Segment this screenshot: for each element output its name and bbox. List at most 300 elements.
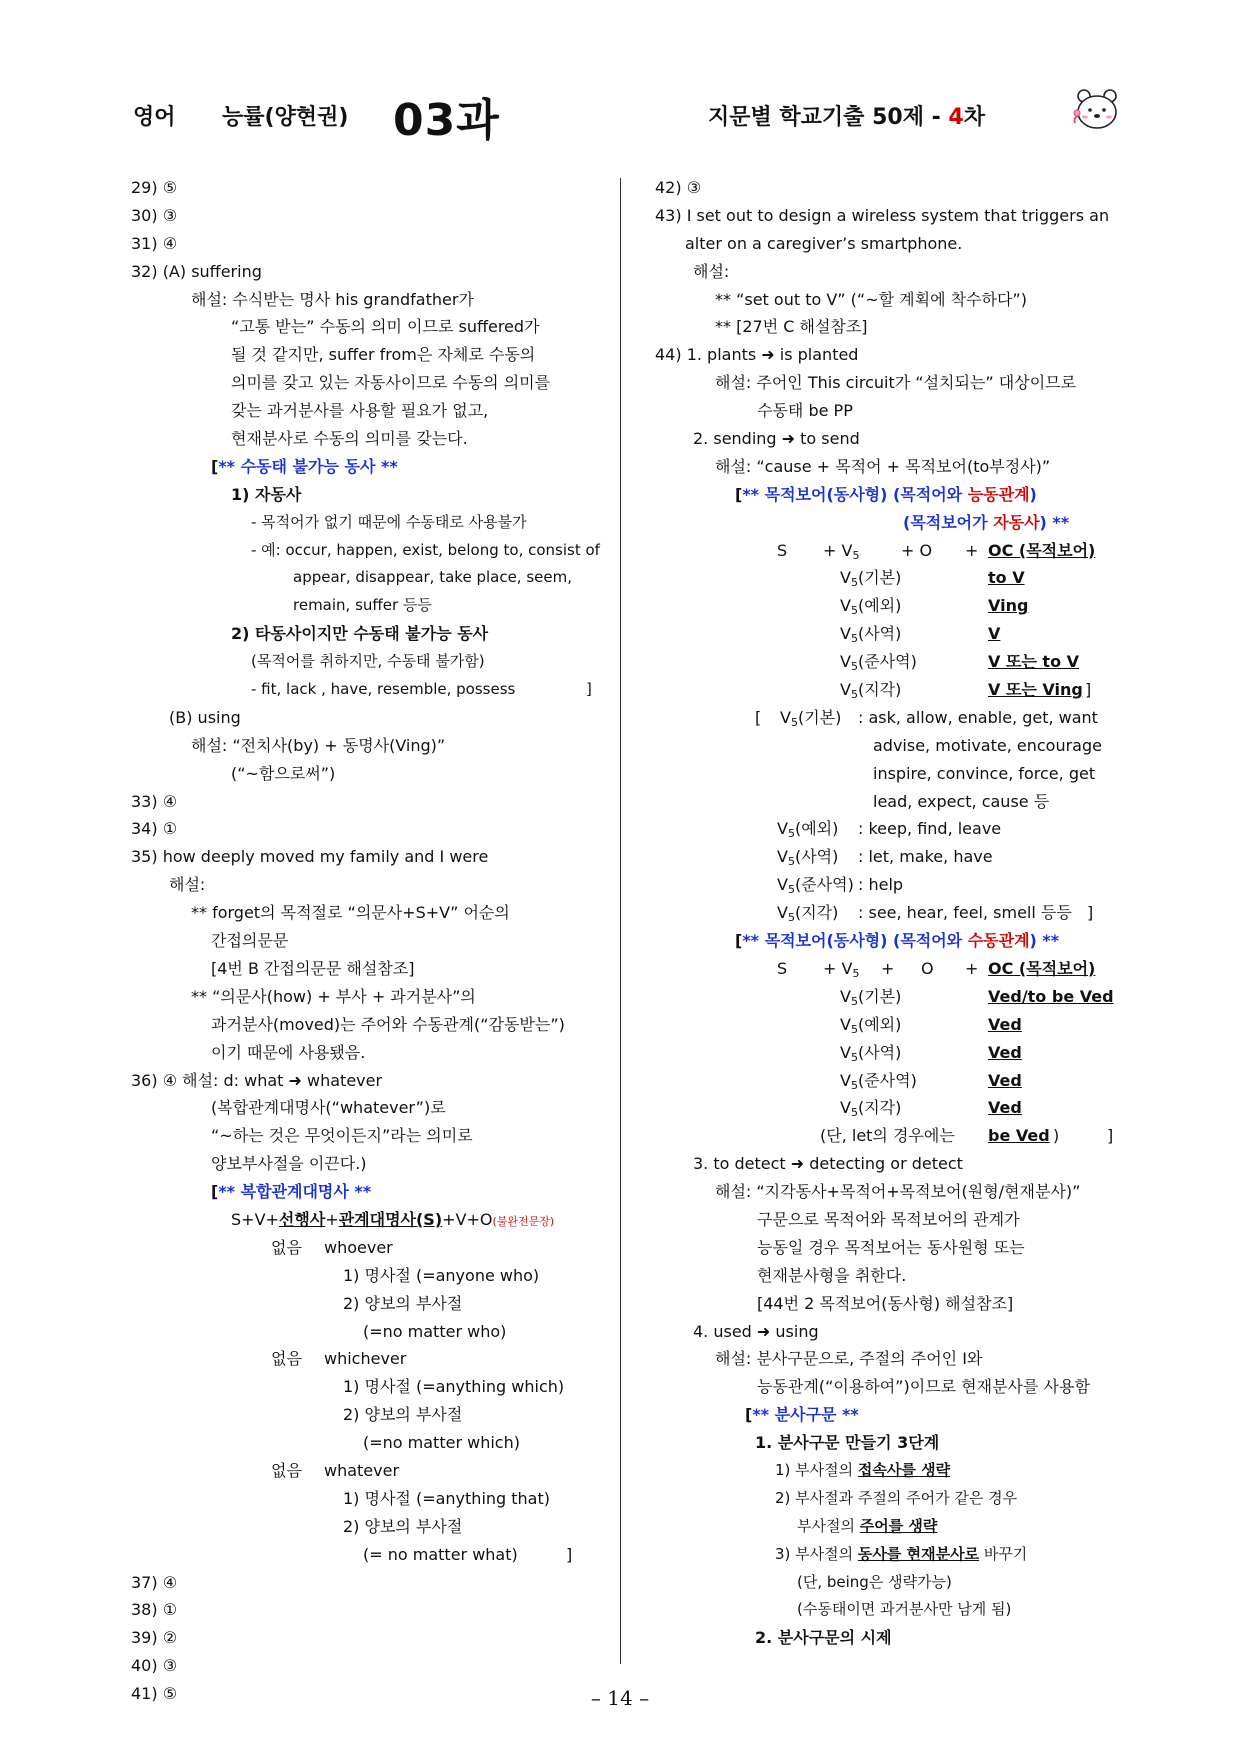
verb-list: : ask, allow, enable, get, want — [858, 707, 1098, 727]
explanation-text: 구문으로 목적어와 목적보어의 관계가 — [757, 1209, 1020, 1229]
text-line — [131, 983, 606, 1011]
formula-part: S+V+ — [231, 1209, 279, 1229]
verb-list: inspire, convince, force, get — [873, 763, 1096, 783]
heading-text: ** 분사구문 ** — [752, 1405, 859, 1425]
bracket-open: [ — [211, 1182, 219, 1202]
text-line — [131, 592, 606, 620]
oc-form: Ved — [988, 1014, 1022, 1034]
answer-line — [131, 843, 606, 871]
answer-line — [131, 1569, 606, 1597]
heading-text: ) — [1029, 484, 1037, 504]
formula-line — [655, 537, 1125, 565]
text-line — [655, 1150, 1125, 1178]
explanation-text: (“~함으로써”) — [231, 763, 336, 783]
text-line — [655, 1569, 1125, 1597]
text-line — [655, 230, 1125, 258]
oc-form: Ved — [988, 1070, 1022, 1090]
answer-33: 33) ④ — [131, 791, 178, 811]
title-round: 4 — [948, 105, 964, 130]
text-line — [655, 1373, 1125, 1401]
oc-form: be Ved — [988, 1126, 1050, 1146]
incomplete-sentence-note: (불완전문장) — [492, 1214, 555, 1228]
verb-sub: 5 — [850, 1106, 858, 1120]
explanation-text: 과거분사(moved)는 주어와 수동관계(“감동받는”) — [211, 1014, 565, 1034]
explanation-text: 현재분사형을 취한다. — [757, 1265, 907, 1285]
text-line — [655, 1485, 1125, 1513]
explanation-text: 해설: “지각동사+목적어+목적보어(원형/현재분사)” — [715, 1182, 1081, 1202]
page-number: – 14 – — [590, 1686, 650, 1710]
box-heading — [655, 1401, 1125, 1429]
verb-letter: V — [777, 819, 788, 839]
text-line — [131, 676, 606, 704]
verb-sub: 5 — [852, 966, 860, 980]
verb-list-row — [655, 788, 1125, 816]
plus-sign: + — [965, 540, 979, 560]
text-line — [655, 313, 1125, 341]
text-line — [131, 481, 606, 509]
verb-sub: 5 — [787, 911, 795, 925]
pattern-row — [655, 1039, 1125, 1067]
verb-letter: V — [840, 986, 851, 1006]
explanation-label: 해설: — [169, 875, 206, 895]
text-line — [131, 1373, 606, 1401]
verb-list: : let, make, have — [858, 847, 993, 867]
answer-35: 35) how deeply moved my family and I were — [131, 847, 489, 867]
verb-list-row — [655, 899, 1125, 927]
box-heading — [131, 453, 606, 481]
text-line — [655, 1596, 1125, 1624]
text-line — [131, 1094, 606, 1122]
explanation-text: 현재분사로 수동의 의미를 갖는다. — [231, 429, 468, 449]
text-line — [655, 1234, 1125, 1262]
formula-part: + — [325, 1209, 339, 1229]
verb-sub: 5 — [852, 548, 860, 562]
verb-kind: (사역) — [857, 624, 902, 644]
answer-44-2: 2. sending ➜ to send — [693, 429, 860, 449]
verb-kind: (지각) — [857, 1098, 902, 1118]
bear-face-icon — [1072, 86, 1122, 134]
answer-line — [131, 1067, 606, 1095]
bullet-text: - 목적어가 없기 때문에 수동태로 사용불가 — [251, 512, 527, 531]
answer-line — [131, 202, 606, 230]
verb-kind: (예외) — [794, 819, 839, 839]
verb-sub: 5 — [850, 604, 858, 618]
explanation-text: “~하는 것은 무엇이든지”라는 의미로 — [211, 1126, 473, 1146]
answer-38: 38) ① — [131, 1600, 178, 1620]
text-line — [131, 1541, 606, 1569]
pronoun-word: whichever — [324, 1349, 407, 1369]
oc-form: to V — [988, 568, 1025, 588]
explanation-text: ** forget의 목적절로 “의문사+S+V” 어순의 — [191, 903, 510, 923]
paren-close: ) — [1053, 1126, 1060, 1146]
verb-letter: V — [840, 624, 851, 644]
subject-s: S — [777, 958, 788, 978]
subheading: 2. 분사구문의 시제 — [755, 1628, 892, 1648]
text-line — [131, 313, 606, 341]
step-text: 2) 부사절과 주절의 주어가 같은 경우 — [775, 1488, 1018, 1507]
explanation-text: ** “의문사(how) + 부사 + 과거분사”의 — [191, 986, 476, 1006]
answer-31: 31) ④ — [131, 233, 178, 253]
verb-kind: (예외) — [857, 1014, 902, 1034]
verb-sub: 5 — [790, 715, 798, 729]
pattern-row — [655, 564, 1125, 592]
verb-kind: (지각) — [857, 680, 902, 700]
text-line — [131, 1318, 606, 1346]
text-line — [131, 1457, 606, 1485]
answer-line — [131, 1624, 606, 1652]
bullet-text: - fit, lack , have, resemble, possess — [251, 680, 516, 699]
bracket-open: [ — [745, 1405, 753, 1425]
explanation-text: 간접의문문 — [211, 931, 289, 951]
answer-30: 30) ③ — [131, 205, 178, 225]
explanation-text: 해설: “전치사(by) + 동명사(Ving)” — [191, 735, 446, 755]
text-line — [131, 732, 606, 760]
bullet-text: remain, suffer 등등 — [293, 596, 432, 615]
pattern-row — [655, 1122, 1125, 1150]
pattern-row — [655, 983, 1125, 1011]
left-column — [131, 174, 606, 1708]
explanation-text: (복합관계대명사(“whatever”)로 — [211, 1098, 446, 1118]
text-line — [655, 286, 1125, 314]
step-key: 접속사를 생략 — [857, 1460, 951, 1479]
answer-39: 39) ② — [131, 1628, 178, 1648]
verb-kind: (사역) — [857, 1042, 902, 1062]
explanation-text: 해설: 주어인 This circuit가 “설치되는” 대상이므로 — [715, 373, 1077, 393]
verb-sub: 5 — [850, 688, 858, 702]
subject-s: S — [777, 540, 788, 560]
oc-form: Ved — [988, 1098, 1022, 1118]
step-text: 부사절의 — [797, 1516, 860, 1535]
text-line — [131, 341, 606, 369]
plus-sign: + — [881, 958, 895, 978]
subheading: 1. 분사구문 만들기 3단계 — [755, 1433, 940, 1453]
text-line — [655, 397, 1125, 425]
formula-line — [131, 1206, 606, 1234]
answer-line — [131, 1596, 606, 1624]
heading-text: ** 목적보어(동사형) (목적어와 — [742, 931, 968, 951]
text-line — [131, 509, 606, 537]
formula-line — [655, 955, 1125, 983]
bullet-text: - 예: occur, happen, exist, belong to, consist of — [251, 540, 600, 559]
answer-34: 34) ① — [131, 819, 178, 839]
verb-kind: (기본) — [857, 568, 902, 588]
text-line — [655, 258, 1125, 286]
text-line — [131, 871, 606, 899]
bracket-open: [ — [735, 484, 743, 504]
box-heading — [655, 481, 1125, 509]
verb-sub: 5 — [850, 660, 858, 674]
verb-sub: 5 — [850, 1078, 858, 1092]
text-line — [655, 1318, 1125, 1346]
bracket-open: [ — [211, 456, 219, 476]
explanation-text: ** “set out to V” (“~할 계획에 착수하다”) — [715, 289, 1027, 309]
bracket-open: [ — [755, 707, 762, 727]
verb-letter: V — [840, 568, 851, 588]
text-line — [655, 1262, 1125, 1290]
heading-text: ** 복합관계대명사 ** — [218, 1182, 372, 1202]
pronoun-word: whoever — [324, 1237, 393, 1257]
oc-label: OC (목적보어) — [988, 540, 1096, 560]
text-line — [131, 1039, 606, 1067]
explanation-text: 이기 때문에 사용됐음. — [211, 1042, 366, 1062]
usage-text: 1) 명사절 (=anything which) — [343, 1377, 565, 1397]
usage-text: (=no matter which) — [363, 1433, 520, 1453]
oc-form: Ved/to be Ved — [988, 986, 1114, 1006]
answer-42: 42) ③ — [655, 178, 702, 197]
bracket-close: ] — [586, 680, 592, 699]
reference-note: ** [27번 C 해설참조] — [715, 317, 868, 337]
explanation-text: 해설: “cause + 목적어 + 목적보어(to부정사)” — [715, 456, 1051, 476]
usage-text: (=no matter who) — [363, 1321, 507, 1341]
bracket-close: ] — [1107, 1126, 1114, 1146]
verb-kind: (준사역) — [794, 875, 854, 895]
oc-form: V 또는 Ving — [988, 680, 1083, 700]
box-heading — [655, 927, 1125, 955]
verb-letter: V — [840, 1014, 851, 1034]
answer-line — [131, 230, 606, 258]
verb-list: : see, hear, feel, smell 등등 — [858, 903, 1072, 923]
verb-sub: 5 — [787, 827, 795, 841]
text-line — [131, 927, 606, 955]
heading-text: ) ** — [1039, 512, 1070, 532]
text-line — [131, 1262, 606, 1290]
text-line — [131, 425, 606, 453]
bracket-close: ] — [1087, 903, 1094, 923]
verb-list: lead, expect, cause 등 — [873, 791, 1050, 811]
reference-note: [44번 2 목적보어(동사형) 해설참조] — [757, 1293, 1014, 1313]
answer-29: 29) ⑤ — [131, 178, 178, 197]
answer-line — [655, 341, 1125, 369]
worksheet-title — [708, 100, 985, 131]
title-prefix: 지문별 학교기출 50제 - — [708, 105, 949, 130]
verb-sub: 5 — [787, 855, 795, 869]
usage-text: 2) 양보의 부사절 — [343, 1293, 463, 1313]
verb-letter: V — [840, 1070, 851, 1090]
text-line — [131, 1122, 606, 1150]
heading-text: (목적보어가 — [903, 512, 994, 532]
text-line — [655, 369, 1125, 397]
answer-line — [655, 174, 1125, 202]
heading-text: ** 수동태 불가능 동사 ** — [218, 456, 398, 476]
text-line — [131, 955, 606, 983]
text-line — [131, 397, 606, 425]
antecedent-none: 없음 — [271, 1349, 302, 1369]
explanation-text: 능동일 경우 목적보어는 동사원형 또는 — [757, 1237, 1025, 1257]
verb-list-row — [655, 815, 1125, 843]
text-line — [655, 1290, 1125, 1318]
answer-43-cont: alter on a caregiver’s smartphone. — [685, 233, 963, 253]
step-key: 동사를 현재분사로 — [857, 1544, 980, 1563]
bracket-close: ] — [1085, 680, 1092, 700]
pattern-row — [655, 648, 1125, 676]
explanation-text: 능동관계(“이용하여”)이므로 현재분사를 사용함 — [757, 1377, 1090, 1397]
text-line — [131, 1011, 606, 1039]
verb-kind: (지각) — [794, 903, 839, 923]
intransitive-label: 자동사 — [993, 512, 1040, 532]
pattern-row — [655, 1067, 1125, 1095]
verb-sub: 5 — [850, 1050, 858, 1064]
subheading: 2) 타동사이지만 수동태 불가능 동사 — [231, 624, 489, 644]
answer-32a: 32) (A) suffering — [131, 261, 262, 281]
plus-sign: + — [965, 958, 979, 978]
text-line — [655, 1429, 1125, 1457]
oc-form: Ved — [988, 1042, 1022, 1062]
subheading: 1) 자동사 — [231, 484, 302, 504]
oc-form: Ving — [988, 596, 1029, 616]
verb-kind: (예외) — [857, 596, 902, 616]
answer-line — [131, 815, 606, 843]
verb-list: : keep, find, leave — [858, 819, 1002, 839]
verb-letter: + V — [823, 958, 853, 978]
usage-text: 2) 양보의 부사절 — [343, 1405, 463, 1425]
box-heading — [655, 509, 1125, 537]
answer-40: 40) ③ — [131, 1656, 178, 1676]
verb-sub: 5 — [850, 632, 858, 646]
bullet-text: (목적어를 취하지만, 수동태 불가함) — [251, 652, 485, 671]
relative-pronoun-label: 관계대명사(S) — [338, 1209, 443, 1229]
answer-36: 36) ④ 해설: d: what ➜ whatever — [131, 1070, 383, 1090]
answer-41: 41) ⑤ — [131, 1684, 178, 1704]
box-heading — [131, 1178, 606, 1206]
usage-text: 2) 양보의 부사절 — [343, 1516, 463, 1536]
explanation-label: 해설: — [693, 261, 730, 281]
step-text: 3) 부사절의 — [775, 1544, 858, 1563]
answer-44-3: 3. to detect ➜ detecting or detect — [693, 1154, 963, 1174]
verb-sub: 5 — [850, 994, 858, 1008]
heading-text: ) ** — [1029, 931, 1060, 951]
verb-list: : help — [858, 875, 904, 895]
text-line — [655, 1345, 1125, 1373]
pattern-row — [655, 592, 1125, 620]
reference-note: [4번 B 간접의문문 해설참조] — [211, 958, 415, 978]
explanation-text: 갖는 과거분사를 사용할 필요가 없고, — [231, 401, 489, 421]
column-divider — [620, 178, 621, 1664]
explanation-text: 양보부사절을 이끈다.) — [211, 1154, 367, 1174]
answer-line — [131, 258, 606, 286]
answer-43: 43) I set out to design a wireless system that triggers an — [655, 205, 1110, 225]
answer-37: 37) ④ — [131, 1572, 178, 1592]
title-suffix: 차 — [963, 105, 985, 130]
text-line — [131, 648, 606, 676]
answer-line — [131, 1652, 606, 1680]
step-note: (단, being은 생략가능) — [797, 1572, 952, 1591]
answer-line — [655, 202, 1125, 230]
text-line — [131, 704, 606, 732]
text-line — [655, 1624, 1125, 1652]
text-line — [131, 620, 606, 648]
verb-letter: V — [840, 680, 851, 700]
answer-44-4: 4. used ➜ using — [693, 1321, 819, 1341]
text-line — [655, 1178, 1125, 1206]
verb-list: advise, motivate, encourage — [873, 735, 1102, 755]
usage-text: 1) 명사절 (=anything that) — [343, 1488, 551, 1508]
verb-letter: V — [840, 652, 851, 672]
answer-44-1: 44) 1. plants ➜ is planted — [655, 345, 859, 365]
antecedent-none: 없음 — [271, 1237, 302, 1257]
heading-text: ** 목적보어(동사형) (목적어와 — [742, 484, 968, 504]
text-line — [655, 1457, 1125, 1485]
step-text: 1) 부사절의 — [775, 1460, 858, 1479]
text-line — [131, 1513, 606, 1541]
text-line — [131, 1345, 606, 1373]
verb-list-row — [655, 871, 1125, 899]
text-line — [131, 369, 606, 397]
text-line — [131, 1234, 606, 1262]
text-line — [131, 1401, 606, 1429]
bracket-close: ] — [566, 1544, 573, 1564]
verb-kind: (기본) — [857, 986, 902, 1006]
text-line — [131, 1485, 606, 1513]
verb-list-row — [655, 732, 1125, 760]
text-line — [131, 537, 606, 565]
verb-letter: V — [777, 903, 788, 923]
text-line — [131, 1429, 606, 1457]
antecedent-label: 선행사 — [278, 1209, 326, 1229]
pattern-row — [655, 1011, 1125, 1039]
formula-part: +V+O — [442, 1209, 493, 1229]
exception-note: (단, let의 경우에는 — [820, 1126, 955, 1146]
explanation-text: “고통 받는” 수동의 의미 이므로 suffered가 — [231, 317, 540, 337]
verb-list-row — [655, 704, 1125, 732]
verb-kind: (기본) — [797, 707, 842, 727]
oc-form: V — [988, 624, 1001, 644]
verb-letter: V — [840, 1042, 851, 1062]
answer-line — [131, 174, 606, 202]
text-line — [655, 453, 1125, 481]
text-line — [131, 1290, 606, 1318]
verb-sub: 5 — [850, 1022, 858, 1036]
verb-list-row — [655, 760, 1125, 788]
text-line — [131, 899, 606, 927]
answer-line — [131, 788, 606, 816]
step-key: 주어를 생략 — [859, 1516, 938, 1535]
active-relation: 능동관계 — [967, 484, 1030, 504]
verb-kind: (준사역) — [857, 1070, 917, 1090]
usage-text: (= no matter what) — [363, 1544, 518, 1564]
object-o: + O — [901, 540, 933, 560]
bullet-text: appear, disappear, take place, seem, — [293, 568, 572, 587]
object-o: O — [921, 958, 934, 978]
textbook-author: 능률(양현권) — [222, 105, 349, 130]
pattern-row — [655, 676, 1125, 704]
usage-text: 1) 명사절 (=anyone who) — [343, 1265, 540, 1285]
lesson-number: 03과 — [393, 95, 500, 146]
text-line — [655, 1541, 1125, 1569]
pronoun-word: whatever — [324, 1460, 400, 1480]
text-line — [655, 1206, 1125, 1234]
subject-label: 영어 — [133, 105, 176, 130]
right-column — [655, 174, 1125, 1652]
explanation-text: 해설: 수식받는 명사 his grandfather가 — [191, 289, 474, 309]
verb-letter: V — [840, 1098, 851, 1118]
text-line — [131, 760, 606, 788]
explanation-text: 될 것 같지만, suffer from은 자체로 수동의 — [231, 345, 536, 365]
explanation-text: 의미를 갖고 있는 자동사이므로 수동의 의미를 — [231, 373, 551, 393]
verb-letter: V — [777, 875, 788, 895]
explanation-text: 수동태 be PP — [757, 401, 853, 421]
bracket-open: [ — [735, 931, 743, 951]
passive-relation: 수동관계 — [967, 931, 1030, 951]
antecedent-none: 없음 — [271, 1460, 302, 1480]
verb-kind: (사역) — [794, 847, 839, 867]
pattern-row — [655, 1094, 1125, 1122]
oc-form: V 또는 to V — [988, 652, 1080, 672]
step-note: (수동태이면 과거분사만 남게 됨) — [797, 1600, 1012, 1619]
answer-32b: (B) using — [169, 707, 241, 727]
verb-letter: V — [777, 847, 788, 867]
text-line — [655, 1513, 1125, 1541]
verb-list-row — [655, 843, 1125, 871]
